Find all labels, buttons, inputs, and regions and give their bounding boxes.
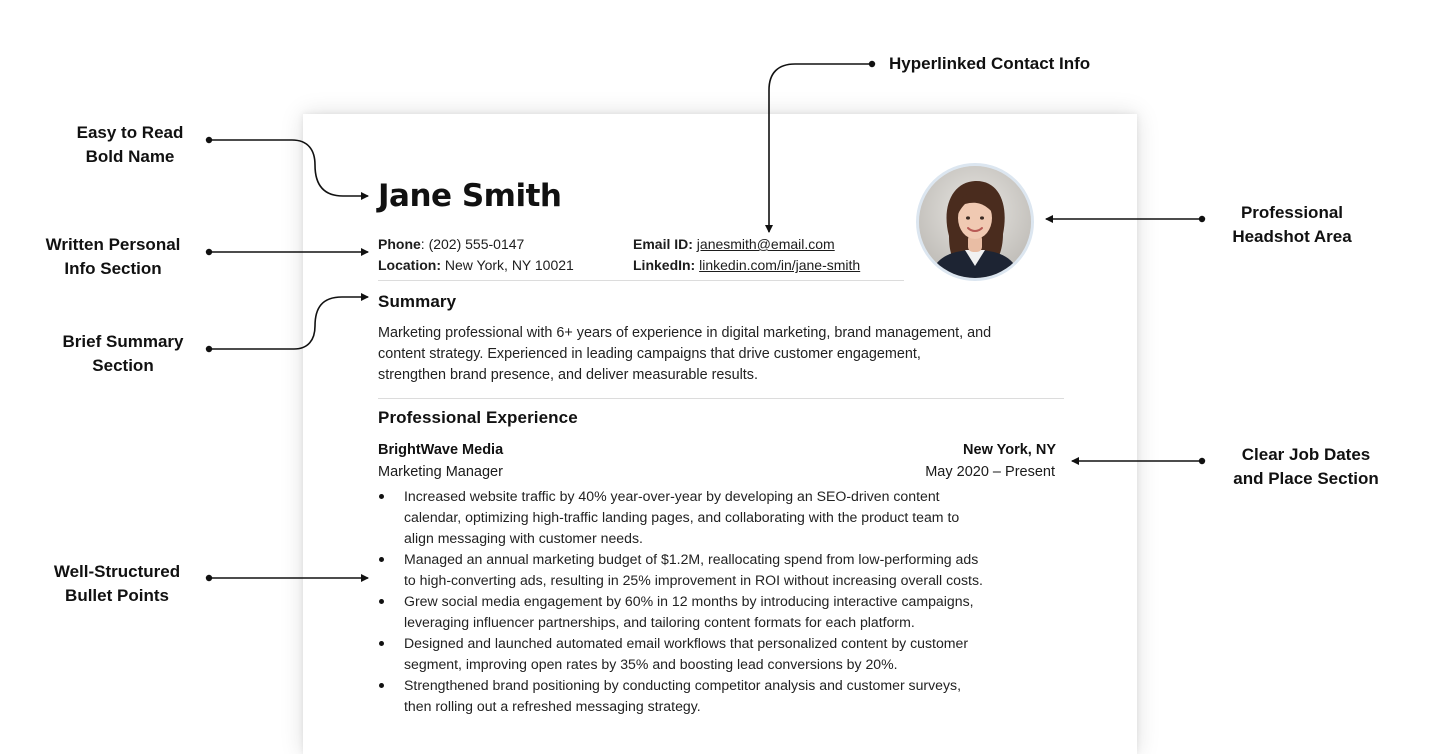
annotation-summary	[32, 330, 214, 378]
annotation-line: Info Section	[64, 259, 162, 278]
job-dates: May 2020 – Present	[925, 464, 1055, 480]
experience-heading: Professional Experience	[378, 408, 578, 427]
summary-line: strengthen brand presence, and deliver measurable results.	[378, 367, 758, 383]
job-location: New York, NY	[963, 442, 1056, 458]
annotation-line: Clear Job Dates	[1241, 445, 1371, 464]
bullet-line: segment, improving open rates by 35% and boosting lead conversions by 20%.	[404, 656, 898, 672]
annotation-line: Well-Structured	[53, 562, 181, 581]
bullet-line: leveraging influencer partnerships, and tailoring content formats for each platform.	[404, 614, 915, 630]
bullet-line: then rolling out a refreshed messaging strategy.	[404, 698, 701, 714]
phone-value: (202) 555-0147	[428, 236, 525, 252]
phone-label: Phone	[378, 236, 421, 252]
arrow-dot-icon	[206, 249, 212, 255]
bullet-line: Managed an annual marketing budget of $1.2M, reallocating spend from low-performing ads	[404, 551, 979, 567]
summary-line: content strategy. Experienced in leading campaigns that drive customer engagement,	[378, 346, 921, 362]
location-label: Location:	[378, 257, 441, 273]
annotation-bullets	[26, 560, 208, 608]
bullet-line: to high-converting ads, resulting in 25% improvement in ROI without increasing overall costs.	[404, 572, 983, 588]
summary-text	[378, 323, 1068, 386]
annotation-line: Professional	[1240, 203, 1344, 222]
job-bullet	[378, 591, 1068, 633]
contact-col-right	[633, 234, 860, 276]
linkedin-label: LinkedIn:	[633, 257, 696, 273]
annotation-line: Hyperlinked Contact Info	[889, 54, 1091, 73]
annotation-line: Easy to Read	[76, 123, 184, 142]
summary-divider	[378, 398, 1064, 399]
headshot-photo	[916, 163, 1034, 281]
summary-heading: Summary	[378, 292, 457, 311]
job-company: BrightWave Media	[378, 442, 504, 458]
annotation-line: Section	[92, 356, 154, 375]
annotation-bold-name	[40, 121, 220, 169]
annotation-line: Bold Name	[85, 147, 175, 166]
annotation-line: Written Personal	[45, 235, 181, 254]
annotation-line: Headshot Area	[1232, 227, 1352, 246]
job-bullet-list	[378, 486, 1068, 717]
contact-col-left	[378, 234, 574, 276]
bullet-line: calendar, optimizing high-traffic landing pages, and collaborating with the product team to	[404, 509, 960, 525]
annotation-headshot	[1200, 201, 1384, 249]
bullet-line: Increased website traffic by 40% year-over-year by developing an SEO-driven content	[404, 488, 940, 504]
arrow-dot-icon	[869, 61, 875, 67]
phone-line: Phone: (202) 555-0147	[378, 236, 525, 252]
bullet-line: Grew social media engagement by 60% in 12 months by introducing interactive campaigns,	[404, 593, 974, 609]
headshot-photo-icon	[919, 166, 1031, 278]
linkedin-line	[633, 255, 860, 276]
annotation-line: Brief Summary	[62, 332, 184, 351]
email-label: Email ID:	[633, 236, 693, 252]
location-line	[378, 255, 574, 276]
job-bullet	[378, 633, 1068, 675]
bullet-line: Strengthened brand positioning by conducting competitor analysis and customer surveys,	[404, 677, 962, 693]
bullet-line: align messaging with customer needs.	[404, 530, 643, 546]
arrow-dot-icon	[1199, 458, 1205, 464]
email-line	[633, 234, 860, 255]
contact-divider	[378, 280, 904, 281]
job-role: Marketing Manager	[378, 464, 503, 480]
job-bullet	[378, 675, 1068, 717]
resume-name: Jane Smith	[378, 178, 562, 214]
job-bullet	[378, 549, 1068, 591]
linkedin-link[interactable]: linkedin.com/in/jane-smith	[699, 257, 861, 273]
job-bullet	[378, 486, 1068, 549]
annotation-line: and Place Section	[1233, 469, 1379, 488]
location-value: New York, NY 10021	[444, 257, 574, 273]
email-link[interactable]: janesmith@email.com	[696, 236, 835, 252]
annotation-line: Bullet Points	[65, 586, 169, 605]
bullet-line: Designed and launched automated email workflows that personalized content by customer	[404, 635, 969, 651]
annotation-contact-links	[889, 52, 1090, 76]
annotation-dates-place	[1214, 443, 1398, 491]
summary-line: Marketing professional with 6+ years of experience in digital marketing, brand management, and	[378, 325, 992, 341]
annotation-personal-info	[22, 233, 204, 281]
